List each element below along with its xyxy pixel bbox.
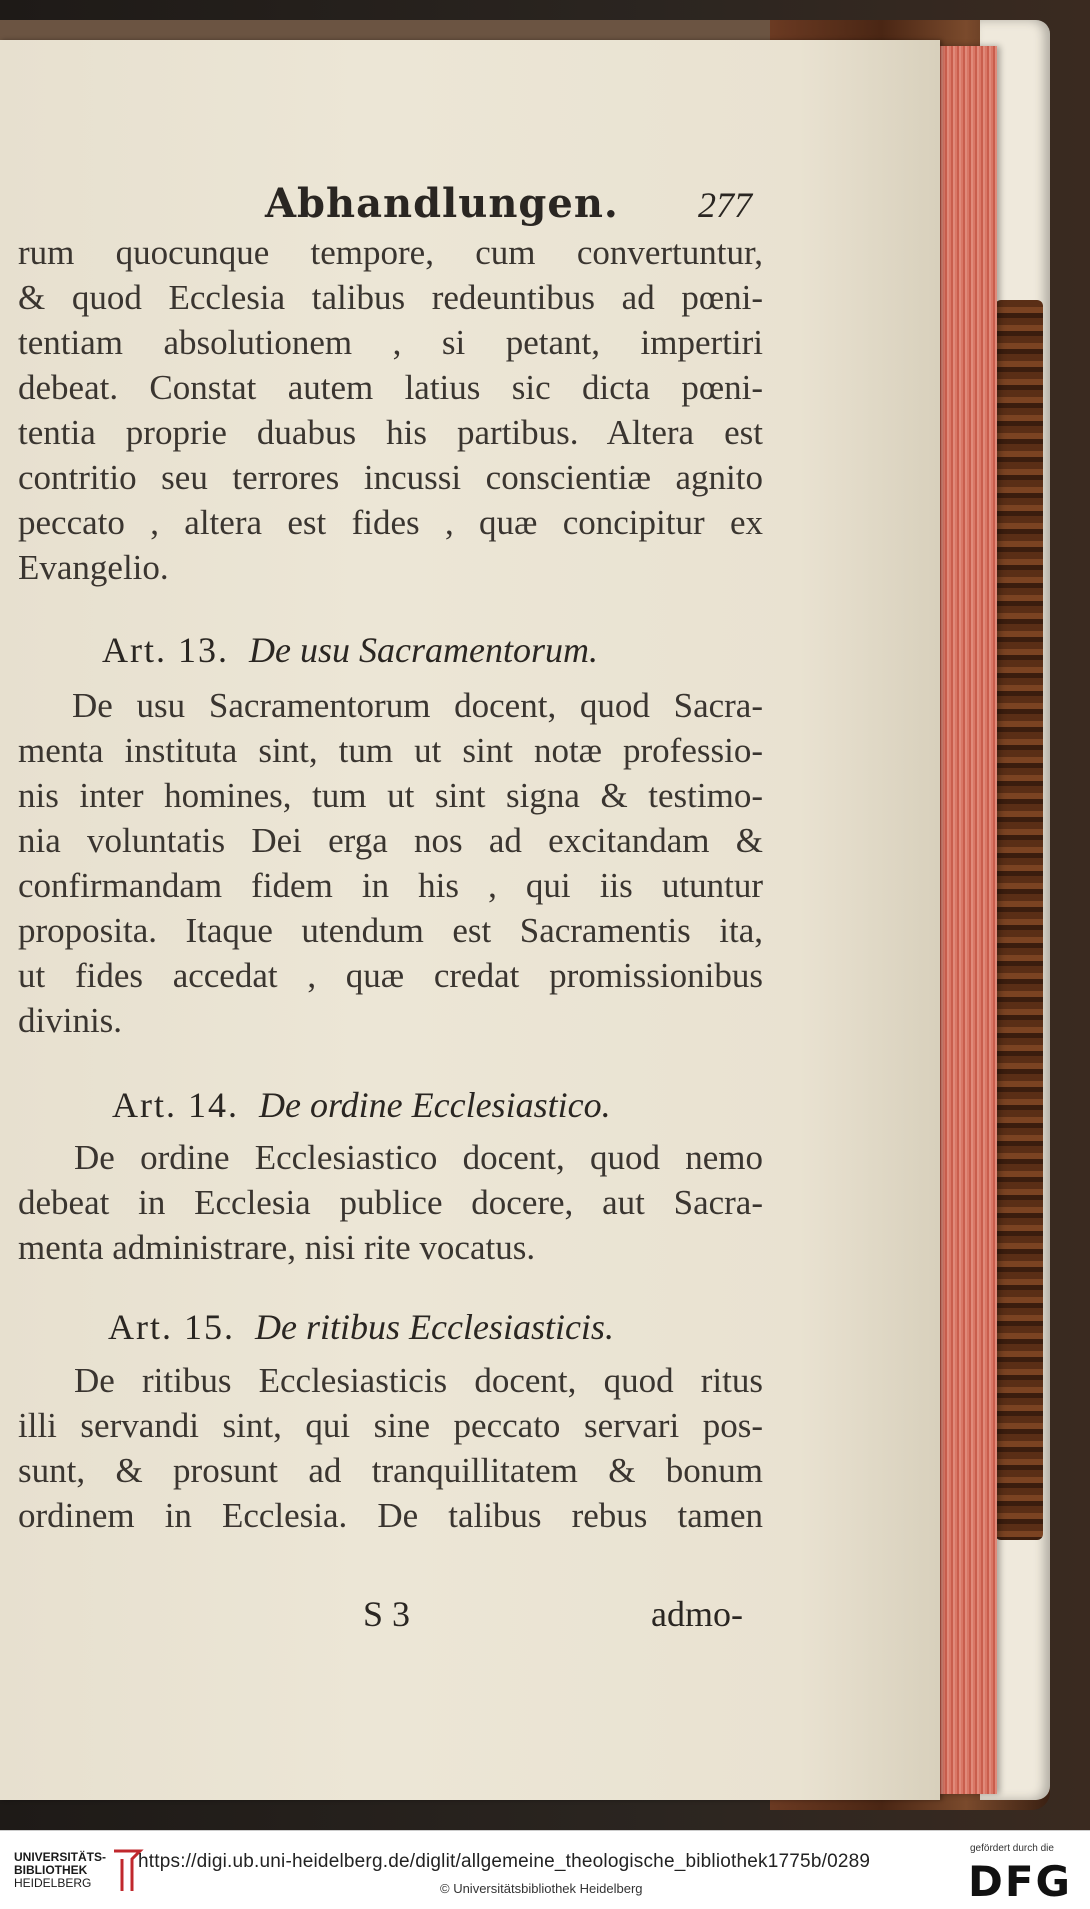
article-number: Art. 15.: [108, 1307, 235, 1347]
text-line: ordinem in Ecclesia. De talibus rebus tamen: [18, 1496, 763, 1535]
text-line: divinis.: [18, 1001, 123, 1040]
text-line: confirmandam fidem in his , qui iis utuntur: [18, 866, 763, 905]
article-number: Art. 14.: [112, 1085, 239, 1125]
text-line: De ordine Ecclesiastico docent, quod nemo: [74, 1138, 763, 1177]
text-line: De usu Sacramentorum docent, quod Sacra-: [72, 686, 763, 725]
text-line: Evangelio.: [18, 548, 169, 587]
article-number: Art. 13.: [102, 630, 229, 670]
library-line: HEIDELBERG: [14, 1876, 92, 1890]
text-line: debeat. Constat autem latius sic dicta pœni-: [18, 368, 763, 407]
text-line: contritio seu terrores incussi conscientiæ agnito: [18, 458, 763, 497]
text-line: nia voluntatis Dei erga nos ad excitandam &: [18, 821, 763, 860]
viewer-footer: [0, 1830, 1090, 1909]
text-line: debeat in Ecclesia publice docere, aut Sacra-: [18, 1183, 763, 1222]
dfg-logo: DFG: [968, 1857, 1073, 1906]
running-head: Abhandlungen.: [265, 180, 619, 227]
copyright-notice: © Universitätsbibliothek Heidelberg: [440, 1881, 643, 1896]
library-line: BIBLIOTHEK: [14, 1863, 88, 1877]
top-edge: [0, 20, 780, 42]
paragraph-continuation: [18, 230, 763, 590]
text-line: De ritibus Ecclesiasticis docent, quod ritus: [74, 1361, 763, 1400]
article-15-body: [18, 1358, 763, 1538]
text-line: menta instituta sint, tum ut sint notæ professio-: [18, 731, 763, 770]
text-line: tentiam absolutionem , si petant, impertiri: [18, 323, 763, 362]
article-heading-15: [108, 1302, 853, 1352]
catchword: admo-: [651, 1594, 743, 1634]
page-number: 277: [698, 185, 752, 225]
article-14-body: [18, 1135, 763, 1270]
article-title: De ordine Ecclesiastico.: [259, 1085, 611, 1125]
book-page: [0, 40, 940, 1800]
text-line: sunt, & prosunt ad tranquillitatem & bonum: [18, 1451, 763, 1490]
page-foot: [18, 1593, 763, 1638]
funding-caption: gefördert durch die: [970, 1843, 1054, 1854]
article-13-body: [18, 683, 763, 1043]
text-line: & quod Ecclesia talibus redeuntibus ad pœni-: [18, 278, 763, 317]
text-line: tentia proprie duabus his partibus. Altera est: [18, 413, 763, 452]
library-line: UNIVERSITÄTS-: [14, 1850, 107, 1864]
permalink-url[interactable]: https://digi.ub.uni-heidelberg.de/diglit/allgemeine_theologische_bibliothek1775b/0289: [138, 1851, 871, 1872]
text-line: illi servandi sint, qui sine peccato servari pos-: [18, 1406, 763, 1445]
article-heading-14: [112, 1080, 857, 1130]
text-line: nis inter homines, tum ut sint signa & testimo-: [18, 776, 763, 815]
marbled-cover: [995, 300, 1043, 1540]
text-line: rum quocunque tempore, cum convertuntur,: [18, 233, 763, 272]
text-line: proposita. Itaque utendum est Sacramentis ita,: [18, 911, 763, 950]
article-title: De usu Sacramentorum.: [249, 630, 598, 670]
text-line: peccato , altera est fides , quæ concipitur ex: [18, 503, 763, 542]
article-heading-13: [102, 625, 847, 675]
text-line: menta administrare, nisi rite vocatus.: [18, 1228, 536, 1267]
library-name: [14, 1851, 106, 1890]
signature-mark: S 3: [363, 1594, 411, 1634]
article-title: De ritibus Ecclesiasticis.: [255, 1307, 614, 1347]
text-line: ut fides accedat , quæ credat promissionibus: [18, 956, 763, 995]
red-page-edges: [935, 46, 997, 1794]
